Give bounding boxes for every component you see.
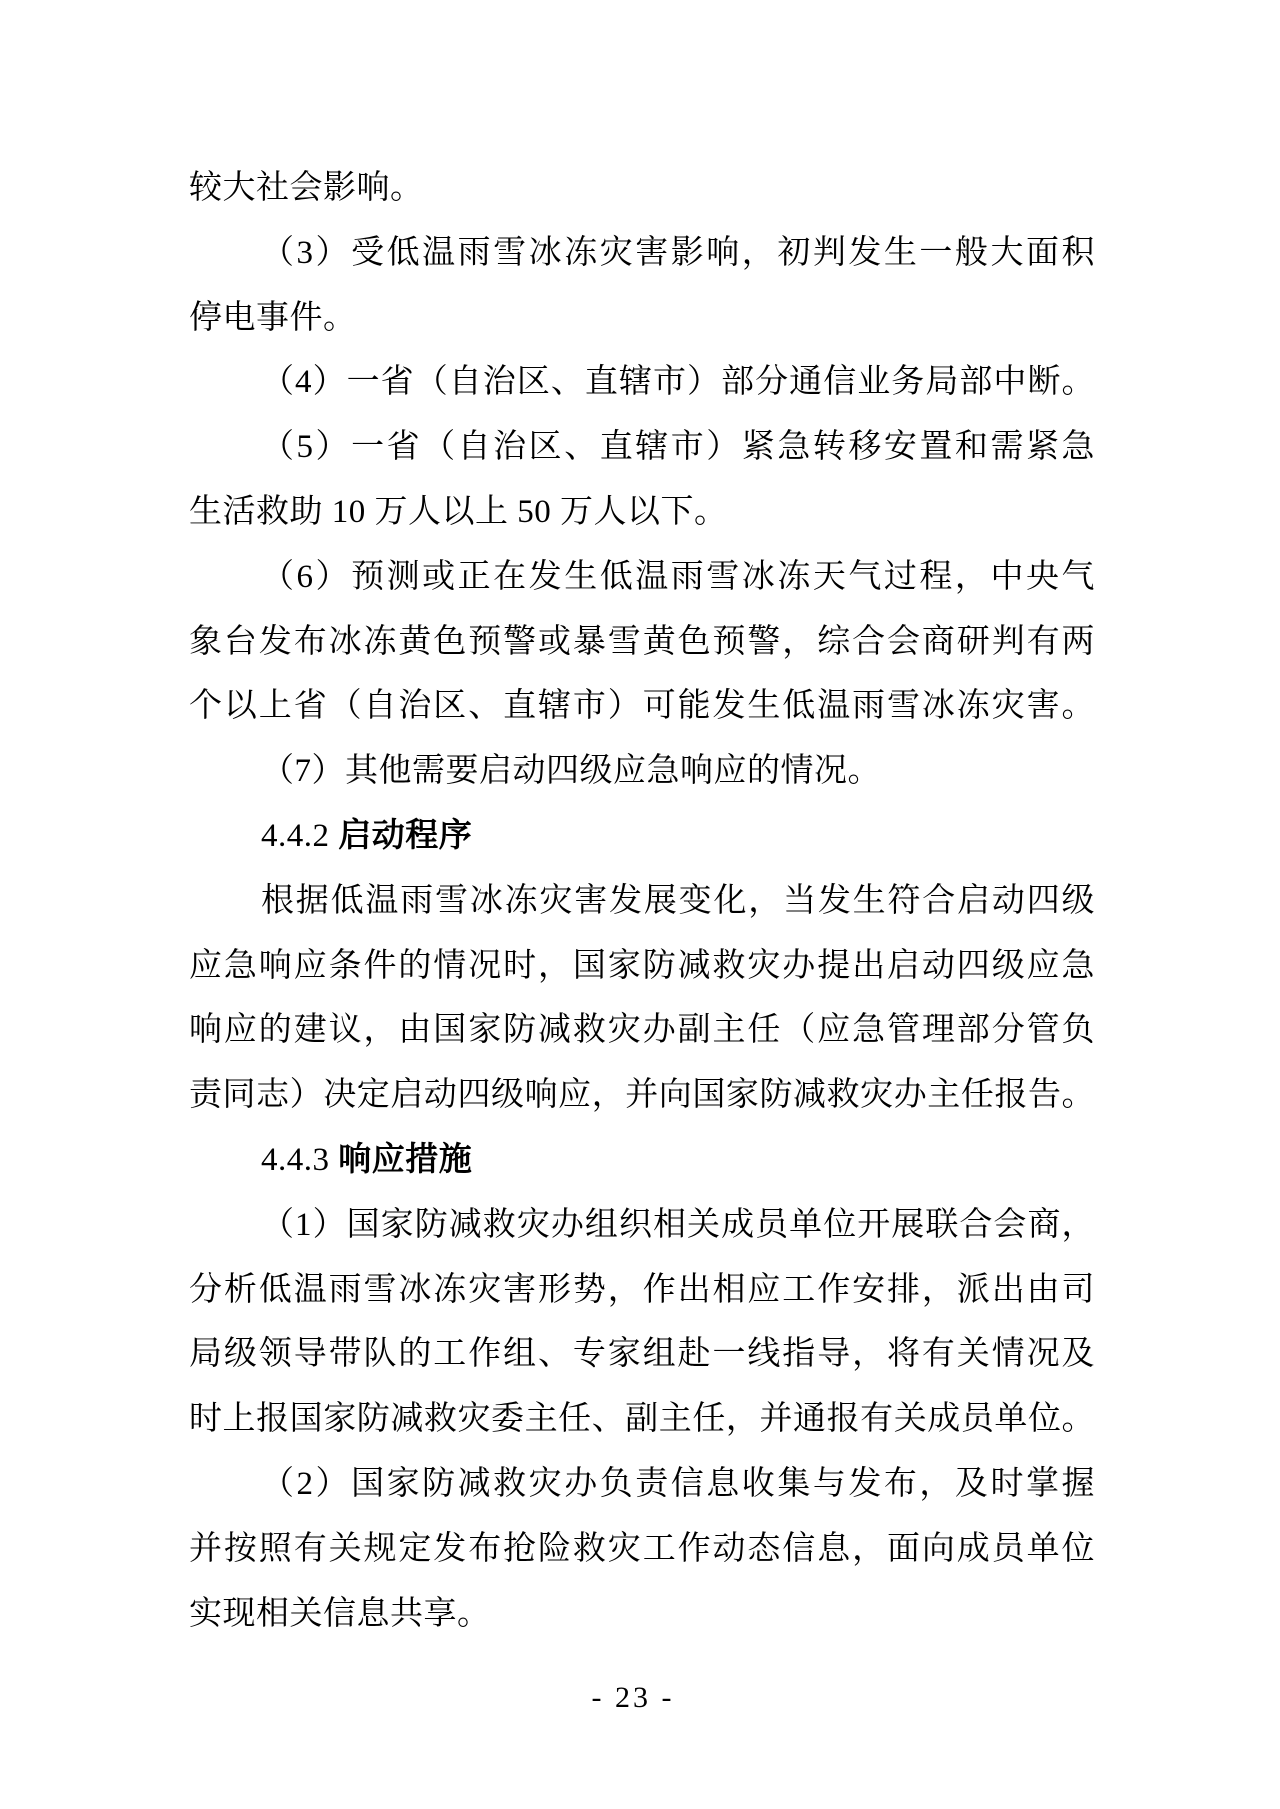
text-line: 分析低温雨雪冰冻灾害形势，作出相应工作安排，派出由司 — [189, 1271, 1095, 1308]
page-number: - 23 - — [591, 1681, 675, 1714]
text-line — [189, 1128, 1095, 1193]
text-line: 较大社会影响。 — [189, 170, 424, 206]
text-lines — [189, 156, 1095, 1646]
text-line: 停电事件。 — [189, 299, 357, 336]
text-line: 响应的建议，由国家防减救灾办副主任（应急管理部分管负 — [189, 1012, 1095, 1049]
section-title: 启动程序 — [338, 817, 473, 854]
text-line: （7）其他需要启动四级应急响应的情况。 — [261, 753, 881, 790]
text-line: 局级领导带队的工作组、专家组赴一线指导，将有关情况及 — [189, 1336, 1095, 1373]
text-line: 并按照有关规定发布抢险救灾工作动态信息，面向成员单位 — [189, 1530, 1095, 1567]
text-line: （6）预测或正在发生低温雨雪冰冻天气过程，中央气 — [261, 558, 1095, 595]
text-line: 时上报国家防减救灾委主任、副主任，并通报有关成员单位。 — [189, 1401, 1095, 1438]
text-line: （3）受低温雨雪冰冻灾害影响，初判发生一般大面积 — [261, 234, 1095, 271]
text-line: （4）一省（自治区、直辖市）部分通信业务局部中断。 — [261, 364, 1095, 401]
text-line: 生活救助 10 万人以上 50 万人以下。 — [189, 493, 728, 530]
text-line — [189, 804, 1095, 869]
text-line: （5）一省（自治区、直辖市）紧急转移安置和需紧急 — [261, 429, 1095, 466]
section-title: 响应措施 — [338, 1141, 473, 1178]
text-line: （1）国家防减救灾办组织相关成员单位开展联合会商， — [261, 1206, 1095, 1243]
text-line: （2）国家防减救灾办负责信息收集与发布，及时掌握 — [261, 1465, 1095, 1502]
text-line: 实现相关信息共享。 — [189, 1595, 491, 1632]
section-number: 4.4.2 — [261, 817, 339, 854]
text-line: 个以上省（自治区、直辖市）可能发生低温雨雪冰冻灾害。 — [189, 688, 1095, 725]
text-line: 应急响应条件的情况时，国家防减救灾办提出启动四级应急 — [189, 947, 1095, 984]
section-number: 4.4.3 — [261, 1141, 339, 1178]
text-line: 象台发布冰冻黄色预警或暴雪黄色预警，综合会商研判有两 — [189, 623, 1095, 660]
text-line: 根据低温雨雪冰冻灾害发展变化，当发生符合启动四级 — [261, 882, 1095, 919]
text-line: 责同志）决定启动四级响应，并向国家防减救灾办主任报告。 — [189, 1077, 1095, 1114]
